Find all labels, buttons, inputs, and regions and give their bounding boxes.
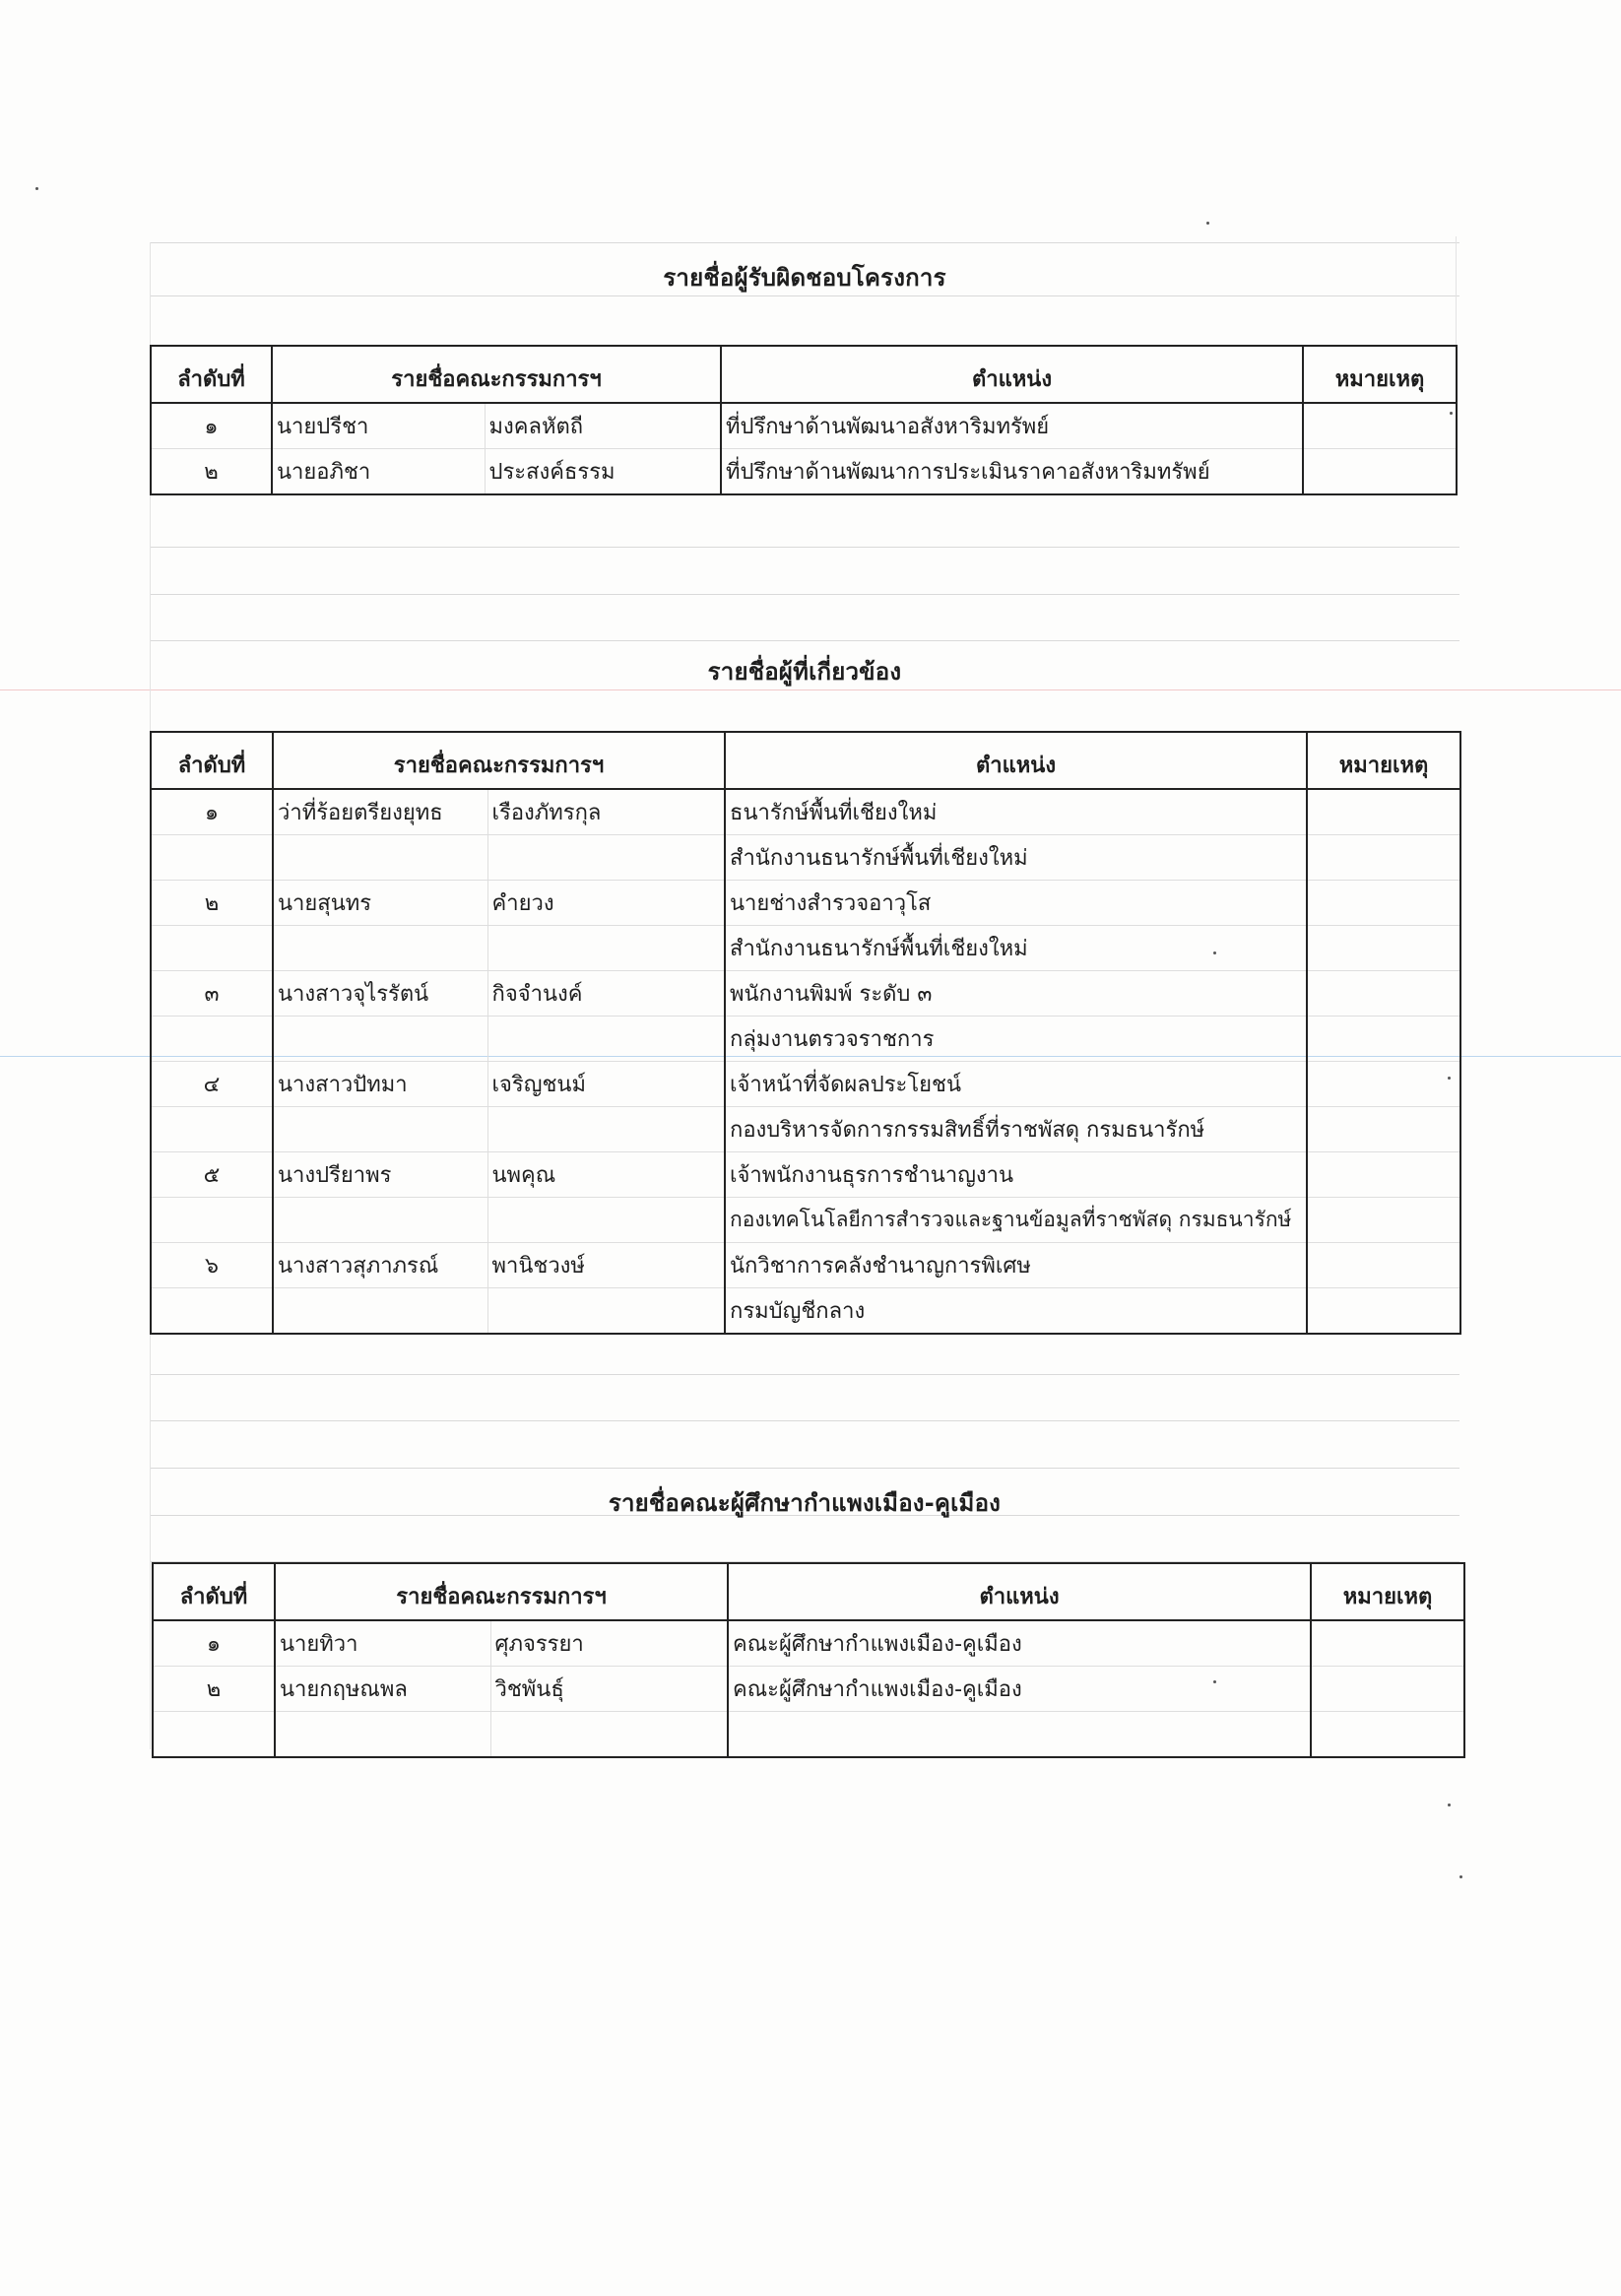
scan-speck [1213, 951, 1216, 954]
table-header-row [151, 346, 1457, 403]
table-header-row [153, 1563, 1464, 1620]
row-no: ๒ [151, 881, 273, 926]
grid-line [150, 242, 1459, 243]
related-table [150, 731, 1461, 1335]
table-row [151, 1152, 1460, 1198]
header-no: ลำดับที่ [151, 346, 272, 403]
row-first-name: นายสุนทร [273, 881, 487, 926]
row-remark [1311, 1712, 1464, 1758]
row-first-name: นางสาวสุภาภรณ์ [273, 1243, 487, 1288]
row-remark [1307, 1288, 1460, 1335]
row-position: กองบริหารจัดการกรรมสิทธิ์ที่ราชพัสดุ กรมธนารักษ์ [725, 1107, 1307, 1152]
grid-line [150, 640, 1459, 641]
row-last-name: มงคลหัตถี [485, 403, 721, 449]
row-no: ๒ [153, 1667, 275, 1712]
row-position: นายช่างสำรวจอาวุโส [725, 881, 1307, 926]
row-remark [1307, 1062, 1460, 1107]
row-last-name [490, 1712, 728, 1758]
scan-speck [35, 187, 38, 190]
scan-speck [1213, 1680, 1216, 1683]
grid-line [150, 547, 1459, 548]
row-remark [1307, 1017, 1460, 1062]
row-position: กองเทคโนโลยีการสำรวจและฐานข้อมูลที่ราชพัสดุ กรมธนารักษ์ [725, 1198, 1307, 1243]
table-row [151, 449, 1457, 495]
row-no [151, 926, 273, 971]
row-position: ที่ปรึกษาด้านพัฒนาอสังหาริมทรัพย์ [721, 403, 1303, 449]
scan-speck [1206, 222, 1209, 225]
section-title-study-team: รายชื่อคณะผู้ศึกษากำแพงเมือง-คูเมือง [608, 1489, 1002, 1517]
row-no [151, 1107, 273, 1152]
row-position: กลุ่มงานตรวจราชการ [725, 1017, 1307, 1062]
header-position: ตำแหน่ง [721, 346, 1303, 403]
row-first-name [275, 1712, 490, 1758]
table-row [151, 835, 1460, 881]
header-remark: หมายเหตุ [1307, 732, 1460, 789]
scan-speck [1459, 1875, 1462, 1878]
row-last-name: กิจจำนงค์ [487, 971, 725, 1017]
table-row [153, 1667, 1464, 1712]
row-position: ที่ปรึกษาด้านพัฒนาการประเมินราคาอสังหาริมทรัพย์ [721, 449, 1303, 495]
row-no: ๓ [151, 971, 273, 1017]
table-row [151, 1062, 1460, 1107]
table-row [151, 1198, 1460, 1243]
row-last-name: ศุภจรรยา [490, 1620, 728, 1667]
row-no: ๔ [151, 1062, 273, 1107]
row-position: คณะผู้ศึกษากำแพงเมือง-คูเมือง [728, 1620, 1311, 1667]
header-remark: หมายเหตุ [1303, 346, 1457, 403]
table-row [151, 403, 1457, 449]
row-first-name [273, 1017, 487, 1062]
grid-line [150, 1374, 1459, 1375]
row-first-name [273, 1288, 487, 1335]
study-team-table [152, 1562, 1465, 1758]
row-position: กรมบัญชีกลาง [725, 1288, 1307, 1335]
row-first-name [273, 1107, 487, 1152]
scan-speck [1448, 1804, 1451, 1806]
grid-line [150, 1468, 1459, 1469]
row-position: พนักงานพิมพ์ ระดับ ๓ [725, 971, 1307, 1017]
header-position: ตำแหน่ง [728, 1563, 1311, 1620]
row-last-name [487, 1288, 725, 1335]
row-remark [1303, 403, 1457, 449]
scan-speck [1448, 1077, 1451, 1080]
row-first-name [273, 835, 487, 881]
row-last-name: พานิชวงษ์ [487, 1243, 725, 1288]
row-remark [1307, 881, 1460, 926]
row-no: ๑ [153, 1620, 275, 1667]
row-position: นักวิชาการคลังชำนาญการพิเศษ [725, 1243, 1307, 1288]
row-no: ๖ [151, 1243, 273, 1288]
row-first-name: นายอภิชา [272, 449, 485, 495]
row-remark [1307, 971, 1460, 1017]
row-remark [1307, 1152, 1460, 1198]
row-no: ๒ [151, 449, 272, 495]
row-position: ธนารักษ์พื้นที่เชียงใหม่ [725, 789, 1307, 835]
row-position: สำนักงานธนารักษ์พื้นที่เชียงใหม่ [725, 926, 1307, 971]
table-row [153, 1620, 1464, 1667]
row-no: ๑ [151, 789, 273, 835]
row-last-name [487, 1107, 725, 1152]
row-remark [1307, 926, 1460, 971]
row-no [151, 835, 273, 881]
row-remark [1311, 1667, 1464, 1712]
header-remark: หมายเหตุ [1311, 1563, 1464, 1620]
row-first-name: นางสาวปัทมา [273, 1062, 487, 1107]
row-last-name [487, 926, 725, 971]
row-last-name: เรืองภัทรกุล [487, 789, 725, 835]
table-row [151, 926, 1460, 971]
responsible-table-body [150, 345, 1458, 495]
row-no [151, 1288, 273, 1335]
table-row [151, 971, 1460, 1017]
header-position: ตำแหน่ง [725, 732, 1307, 789]
row-position: เจ้าพนักงานธุรการชำนาญงาน [725, 1152, 1307, 1198]
row-position: เจ้าหน้าที่จัดผลประโยชน์ [725, 1062, 1307, 1107]
row-no [151, 1198, 273, 1243]
header-name: รายชื่อคณะกรรมการฯ [275, 1563, 728, 1620]
row-last-name: นพคุณ [487, 1152, 725, 1198]
row-remark [1307, 835, 1460, 881]
row-first-name: นางปรียาพร [273, 1152, 487, 1198]
table-row [151, 1288, 1460, 1335]
row-last-name [487, 1198, 725, 1243]
row-remark [1307, 1198, 1460, 1243]
row-first-name [273, 1198, 487, 1243]
table-row [151, 1243, 1460, 1288]
table-row [153, 1712, 1464, 1758]
table-header-row [151, 732, 1460, 789]
row-last-name [487, 835, 725, 881]
section-title-related: รายชื่อผู้ที่เกี่ยวข้อง [707, 658, 902, 686]
grid-line [150, 1420, 1459, 1421]
row-no [151, 1017, 273, 1062]
row-remark [1311, 1620, 1464, 1667]
scan-speck [1450, 412, 1453, 415]
table-row [151, 881, 1460, 926]
row-no [153, 1712, 275, 1758]
row-position [728, 1712, 1311, 1758]
row-no: ๑ [151, 403, 272, 449]
row-last-name: ประสงค์ธรรม [485, 449, 721, 495]
grid-line [150, 594, 1459, 595]
table-row [151, 1017, 1460, 1062]
table-row [151, 789, 1460, 835]
header-name: รายชื่อคณะกรรมการฯ [272, 346, 721, 403]
row-remark [1307, 1107, 1460, 1152]
row-last-name [487, 1017, 725, 1062]
row-first-name: นายทิวา [275, 1620, 490, 1667]
row-remark [1307, 789, 1460, 835]
row-first-name: ว่าที่ร้อยตรียงยุทธ [273, 789, 487, 835]
row-last-name: คำยวง [487, 881, 725, 926]
header-no: ลำดับที่ [151, 732, 273, 789]
row-remark [1307, 1243, 1460, 1288]
table-row [151, 1107, 1460, 1152]
row-first-name [273, 926, 487, 971]
row-first-name: นายปรีชา [272, 403, 485, 449]
row-last-name: วิชพันธุ์ [490, 1667, 728, 1712]
row-no: ๕ [151, 1152, 273, 1198]
header-no: ลำดับที่ [153, 1563, 275, 1620]
header-name: รายชื่อคณะกรรมการฯ [273, 732, 725, 789]
row-last-name: เจริญชนม์ [487, 1062, 725, 1107]
section-title-responsible: รายชื่อผู้รับผิดชอบโครงการ [663, 264, 946, 292]
row-remark [1303, 449, 1457, 495]
row-first-name: นางสาวจุไรรัตน์ [273, 971, 487, 1017]
row-first-name: นายกฤษณพล [275, 1667, 490, 1712]
row-position: สำนักงานธนารักษ์พื้นที่เชียงใหม่ [725, 835, 1307, 881]
row-position: คณะผู้ศึกษากำแพงเมือง-คูเมือง [728, 1667, 1311, 1712]
